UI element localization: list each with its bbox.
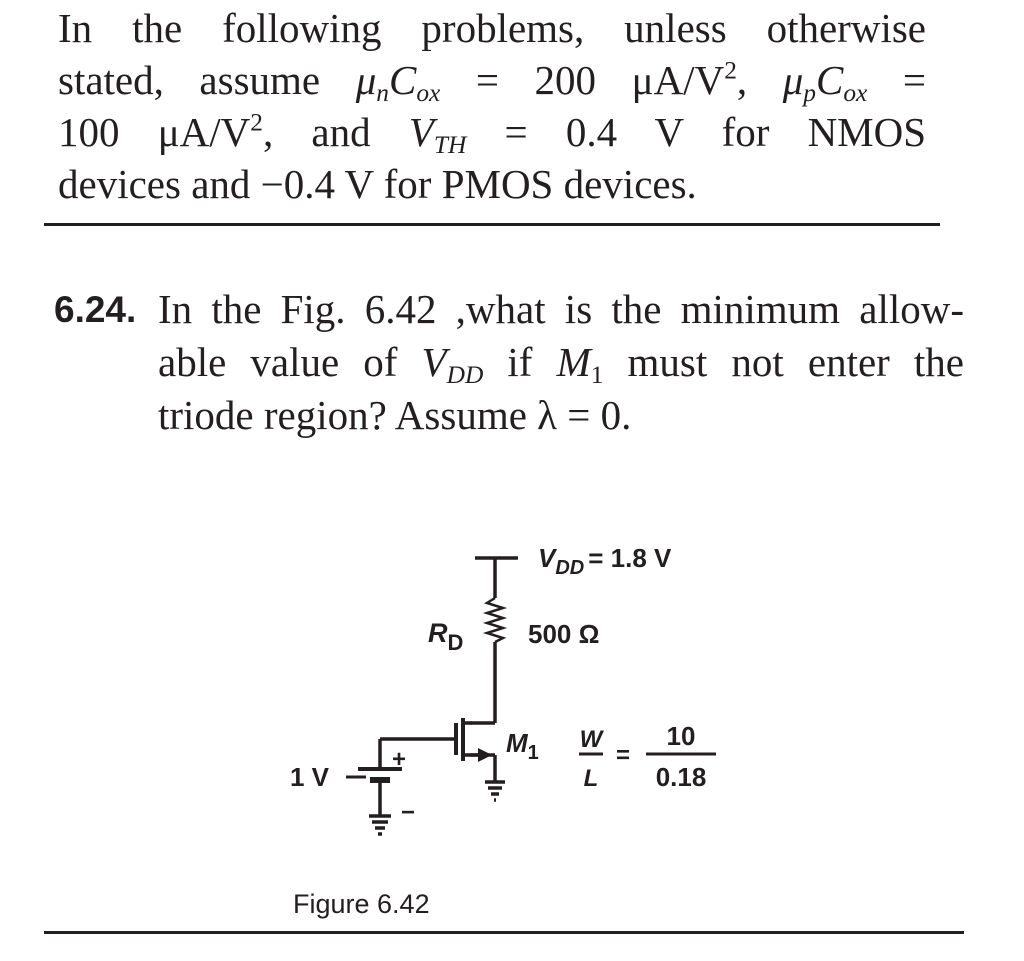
problem-line-2: able value of $V_{DD}$ if $M_1$ must not enter the — [158, 339, 965, 390]
vth-equation: $V_{TH} = 0.4$ V — [408, 109, 684, 160]
mu-n-cox: $\mu_nC_{ox}$ — [355, 57, 441, 108]
m1-symbol: $M_1$ — [556, 339, 604, 390]
ratio-numerator: 10 — [666, 721, 696, 751]
preamble-line-2: stated, assume $\mu_nC_{ox} = 200$ $\mu A/V^2$, $\mu_pC_{ox}$ = — [58, 56, 926, 108]
l-label: L — [583, 765, 599, 792]
preamble-line-1: In the following problems, unless otherwise — [58, 5, 926, 51]
w-label: W — [579, 726, 603, 753]
figure-6-42-circuit — [280, 530, 740, 930]
ratio-equals: = — [615, 742, 631, 769]
unit-100: 100 $\mu A/V^2$, — [58, 108, 274, 155]
problem-number: 6.24. — [54, 289, 137, 330]
preamble-line-3: 100 $\mu A/V^2$, and $V_{TH} = 0.4$ V for NMOS — [58, 108, 927, 160]
battery-plus: + — [391, 746, 407, 773]
figure-caption: Figure 6.42 — [293, 889, 430, 919]
battery-minus: − — [400, 799, 416, 826]
preamble-line-4: devices and −0.4 V for PMOS devices. — [58, 161, 697, 207]
rd-label: $R_D$ — [428, 618, 464, 655]
mu-p-cox: $\mu_pC_{ox}$ — [782, 57, 868, 108]
section-divider-bottom — [44, 931, 964, 934]
source-voltage-label: 1 V — [290, 762, 330, 792]
m1-label: $M_1$ — [506, 728, 539, 764]
vdd-symbol: $V_{DD}$ — [421, 339, 484, 390]
vdd-label: $V_{DD} = 1.8$ V — [538, 543, 672, 579]
problem-set-preamble — [58, 2, 926, 210]
problem-6-24 — [54, 283, 964, 442]
problem-line-1: In the Fig. 6.42 ,what is the minimum allow- — [158, 286, 964, 332]
unit-mu-a-per-v2: $\mu A/V^2$, — [631, 56, 748, 103]
resistor-rd — [487, 598, 503, 642]
source-arrow-icon — [478, 748, 492, 762]
ratio-denominator: 0.18 — [655, 762, 707, 792]
rd-value: 500 Ω — [528, 619, 600, 649]
problem-line-3: triode region? Assume λ = 0. — [158, 392, 632, 438]
section-divider-top — [44, 223, 940, 226]
